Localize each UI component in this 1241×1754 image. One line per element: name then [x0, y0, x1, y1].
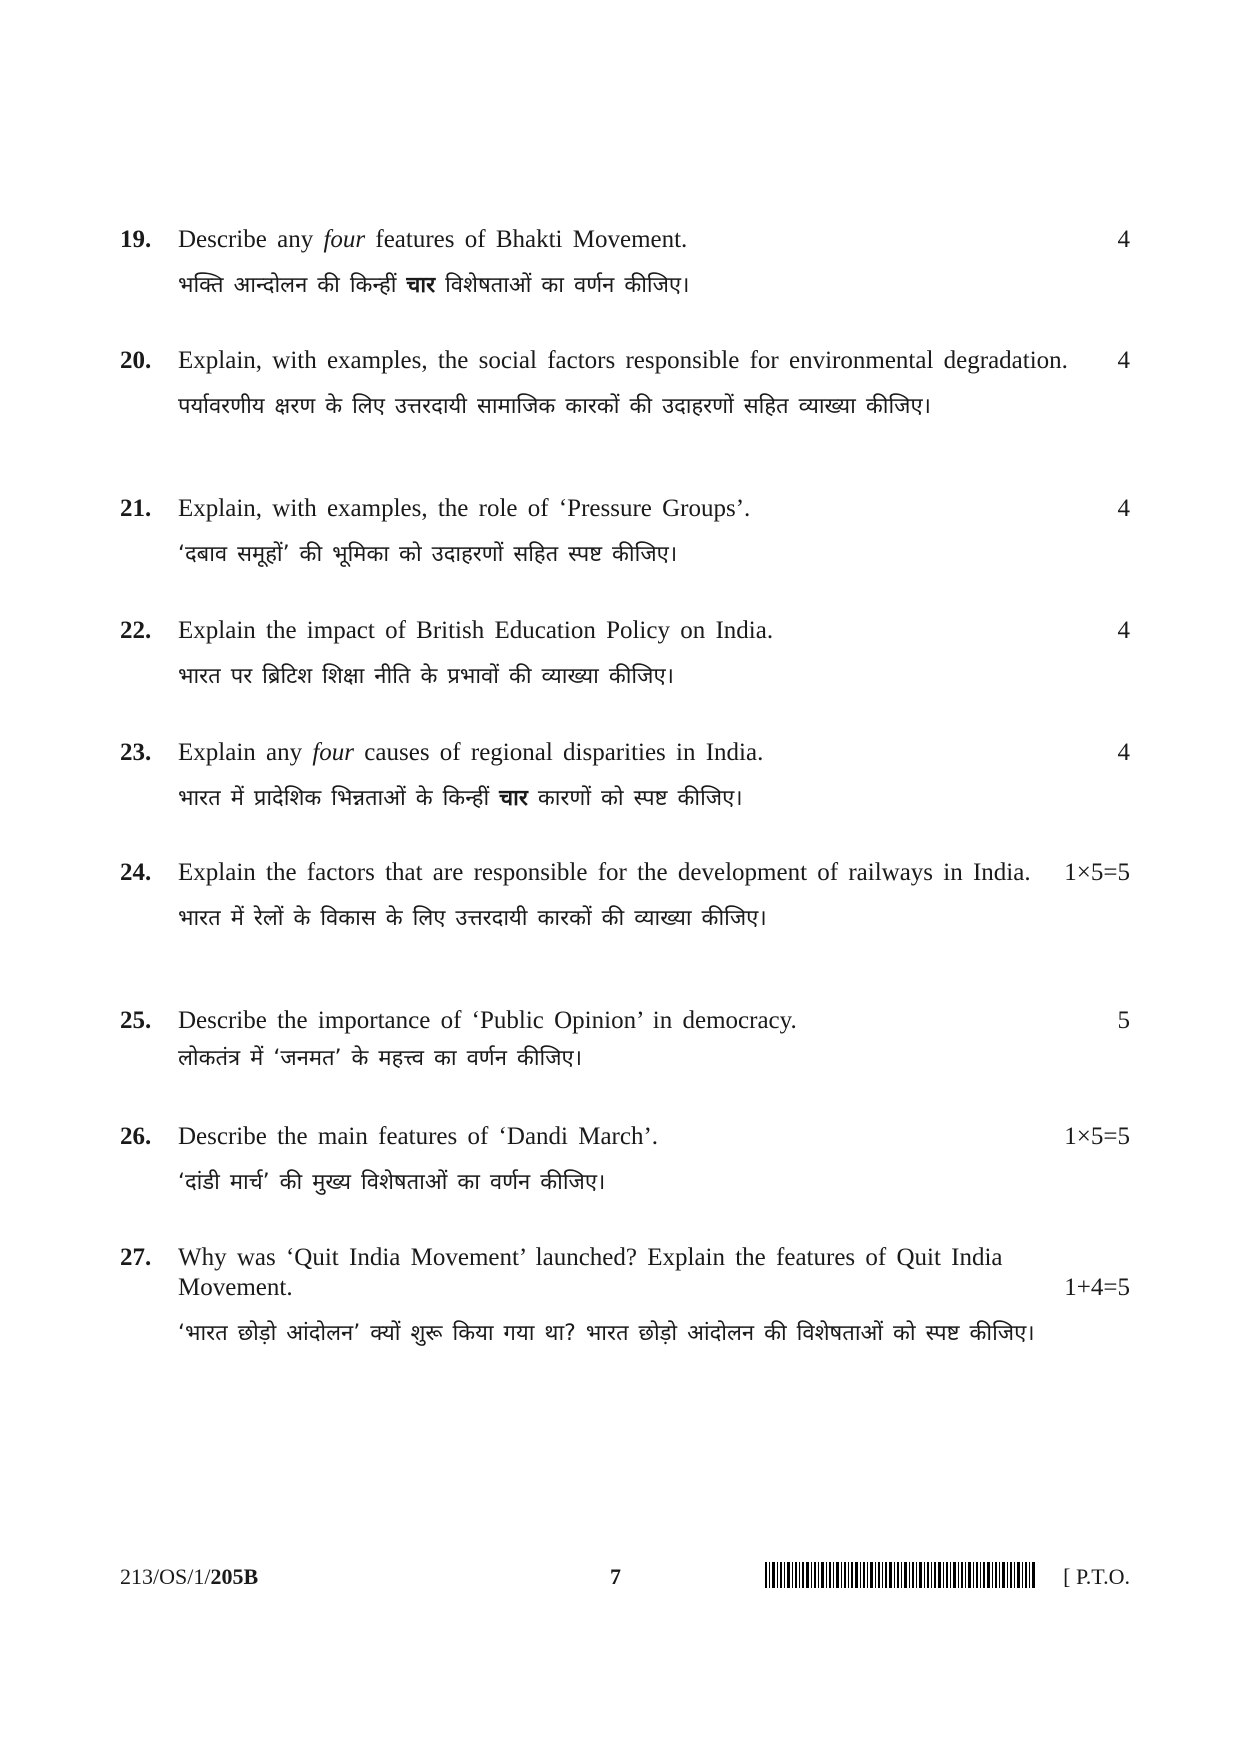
question-number: 22. [120, 617, 152, 644]
question-23 [120, 738, 1130, 814]
question-text-en: 24. Explain the factors that are responsible for the development of railways in India. 1×5=5 [120, 859, 1130, 886]
marks: 1+4=5 [1064, 1274, 1130, 1301]
question-text-en: 25. Describe the importance of ‘Public Opinion’ in democracy. 5 [120, 1007, 1130, 1034]
question-text-hi: भारत में प्रादेशिक भिन्नताओं के किन्हीं चार कारणों को स्पष्ट कीजिए। [178, 786, 743, 811]
question-20 [120, 346, 1130, 422]
question-number: 27. [120, 1244, 152, 1271]
question-text-en: 20. Explain, with examples, the social factors responsible for environmental degradation. 4 [120, 347, 1130, 374]
question-text-en: 21. Explain, with examples, the role of ‘Pressure Groups’. 4 [120, 495, 1130, 522]
question-25 [120, 1006, 1130, 1074]
question-number: 25. [120, 1007, 152, 1034]
question-21 [120, 494, 1130, 570]
question-text-en: 19. Describe any four features of Bhakti Movement. 4 [120, 226, 1130, 253]
question-number: 19. [120, 226, 152, 253]
question-22 [120, 616, 1130, 692]
question-text-hi: भारत में रेलों के विकास के लिए उत्तरदायी कारकों की व्याख्या कीजिए। [178, 906, 767, 931]
question-text-en: 26. Describe the main features of ‘Dandi March’. 1×5=5 [120, 1123, 1130, 1150]
pto-label: [ P.T.O. [1063, 1564, 1130, 1589]
paper-code: 213/OS/1/205B [120, 1564, 259, 1589]
question-24 [120, 858, 1130, 934]
marks: 1×5=5 [1064, 859, 1130, 886]
marks: 5 [1117, 1007, 1130, 1034]
page-number: 7 [610, 1564, 621, 1589]
question-text-hi: ‘भारत छोड़ो आंदोलन’ क्यों शुरू किया गया था? भारत छोड़ो आंदोलन की विशेषताओं को स्पष्ट कीजिए। [178, 1321, 1035, 1346]
question-text-en: 23. Explain any four causes of regional disparities in India. 4 [120, 739, 1130, 766]
question-text-en: 22. Explain the impact of British Education Policy on India. 4 [120, 617, 1130, 644]
question-number: 23. [120, 739, 152, 766]
marks: 4 [1117, 226, 1130, 253]
marks: 4 [1117, 617, 1130, 644]
question-26 [120, 1122, 1130, 1198]
marks: 4 [1117, 739, 1130, 766]
question-number: 24. [120, 859, 152, 886]
marks: 4 [1117, 347, 1130, 374]
page-footer [120, 1558, 1130, 1598]
question-text-en: 27. Why was ‘Quit India Movement’ launched? Explain the features of Quit India Movement. 1+4=5 [120, 1244, 1130, 1301]
question-text-hi: भक्ति आन्दोलन की किन्हीं चार विशेषताओं का वर्णन कीजिए। [178, 273, 690, 298]
question-text-hi: लोकतंत्र में ‘जनमत’ के महत्त्व का वर्णन कीजिए। [178, 1046, 583, 1071]
barcode-icon [765, 1562, 1035, 1588]
question-27 [120, 1243, 1130, 1349]
question-number: 20. [120, 347, 152, 374]
marks: 1×5=5 [1064, 1123, 1130, 1150]
marks: 4 [1117, 495, 1130, 522]
question-text-hi: पर्यावरणीय क्षरण के लिए उत्तरदायी सामाजिक कारकों की उदाहरणों सहित व्याख्या कीजिए। [178, 394, 931, 419]
question-text-hi: ‘दांडी मार्च’ की मुख्य विशेषताओं का वर्णन कीजिए। [178, 1170, 606, 1195]
question-number: 21. [120, 495, 152, 522]
question-number: 26. [120, 1123, 152, 1150]
question-text-hi: ‘दबाव समूहों’ की भूमिका को उदाहरणों सहित स्पष्ट कीजिए। [178, 542, 678, 567]
question-text-hi: भारत पर ब्रिटिश शिक्षा नीति के प्रभावों की व्याख्या कीजिए। [178, 664, 674, 689]
question-19 [120, 225, 1130, 301]
